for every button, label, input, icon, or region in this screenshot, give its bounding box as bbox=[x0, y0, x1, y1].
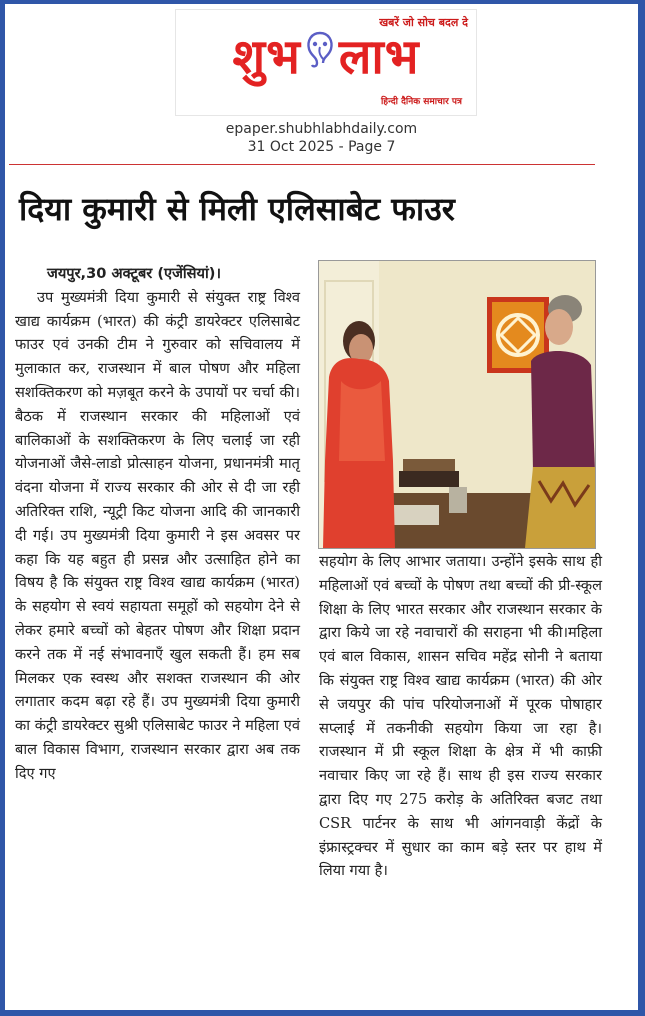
issue-date-page: 31 Oct 2025 - Page 7 bbox=[247, 139, 396, 155]
logo-text-right: लाभ bbox=[338, 29, 420, 85]
site-info bbox=[5, 120, 638, 156]
article-dateline: जयपुर,30 अक्टूबर (एजेंसियां)। bbox=[47, 265, 221, 282]
epaper-page bbox=[5, 4, 638, 1010]
logo-text-left: शुभ bbox=[232, 29, 301, 85]
newspaper-logo bbox=[182, 26, 470, 88]
article-body-col2: सहयोग के लिए आभार जताया। उन्होंने इसके साथ ही महिलाओं एवं बच्चों के पोषण तथा बच्चों की प्री-स्कूल शिक्षा के लिए भारत सरकार और राजस्थान सरकार के द्वारा किये जा रहे नवाचारों की सराहना भी की।महिला एवं बाल विकास, शासन सचिव महेंद्र सोनी ने बताया कि संयुक्त राष्ट्र विश्व खाद्य कार्यक्रम (भारत) की ओर से जयपुर की पांच परियोजनाओं में पूरक पोषाहार सप्लाई में तकनीकी सहयोग किया जा रहा है। राजस्थान में प्री स्कूल शिक्षा के क्षेत्र में भी काफ़ी नवाचार किए जा रहे हैं। साथ ही इस राज्य सरकार द्वारा दिए गए 275 करोड़ के अतिरिक्त बजट तथा CSR पार्टनर के साथ भी आंगनवाड़ी केंद्रों के इंफ्रास्ट्रक्चर में सुधार का काम बड़े स्तर पर हाथ में लिया गया है। bbox=[319, 553, 602, 880]
article-body-col1: उप मुख्यमंत्री दिया कुमारी से संयुक्त राष्ट्र विश्व खाद्य कार्यक्रम (भारत) की कंट्री डायरेक्टर एलिसाबेट फाउर एवं उनकी टीम ने गुरुवार को सचिवालय में मुलाकात कर, राजस्थान में बाल पोषण और महिला सशक्तिकरण को मज़बूत करने के उपायों पर चर्चा की। बैठक में राजस्थान सरकार की महिलाओं एवं बालिकाओं के सशक्तिकरण के लिए चलाई जा रही योजनाओं जैसे-लाडो प्रोत्साहन योजना, प्रधानमंत्री मातृ वंदना योजना में राज्य सरकार की ओर से दी जा रही अतिरिक्त राशि, न्यूट्री किट योजना आदि की जानकारी दी गई। उप मुख्यमंत्री दिया कुमारी ने इस अवसर पर कहा कि यह बहुत ही प्रसन्न और उत्साहित होने का विषय है कि संयुक्त राष्ट्र विश्व खाद्य कार्यक्रम (भारत) के सहयोग से स्वयं सहायता समूहों को सहयोग देने से लेकर हमारे बच्चों को बेहतर पोषण और शिक्षा प्रदान करने तक में नई संभावनाएँ खुल सकती हैं। हम सब मिलकर एक स्वस्थ और सशक्त राजस्थान की ओर लगातार कदम बढ़ा रहे हैं। उप मुख्यमंत्री दिया कुमारी का कंट्री डायरेक्टर सुश्री एलिसाबेट फाउर ने महिला एवं बाल विकास विभाग, राजस्थान सरकार द्वारा अब तक दिए गए bbox=[15, 288, 300, 782]
article-photo bbox=[318, 260, 596, 549]
article-column-1 bbox=[15, 262, 300, 786]
article-headline: दिया कुमारी से मिली एलिसाबेट फाउर bbox=[19, 190, 455, 228]
site-url: epaper.shubhlabhdaily.com bbox=[225, 121, 418, 137]
masthead bbox=[175, 9, 477, 116]
masthead-tagline: खबरें जो सोच बदल दे bbox=[379, 16, 468, 29]
ganesha-emblem-icon bbox=[303, 29, 337, 91]
header-divider bbox=[9, 164, 595, 165]
masthead-subtag: हिन्दी दैनिक समाचार पत्र bbox=[380, 97, 462, 107]
article-column-2 bbox=[319, 550, 602, 883]
